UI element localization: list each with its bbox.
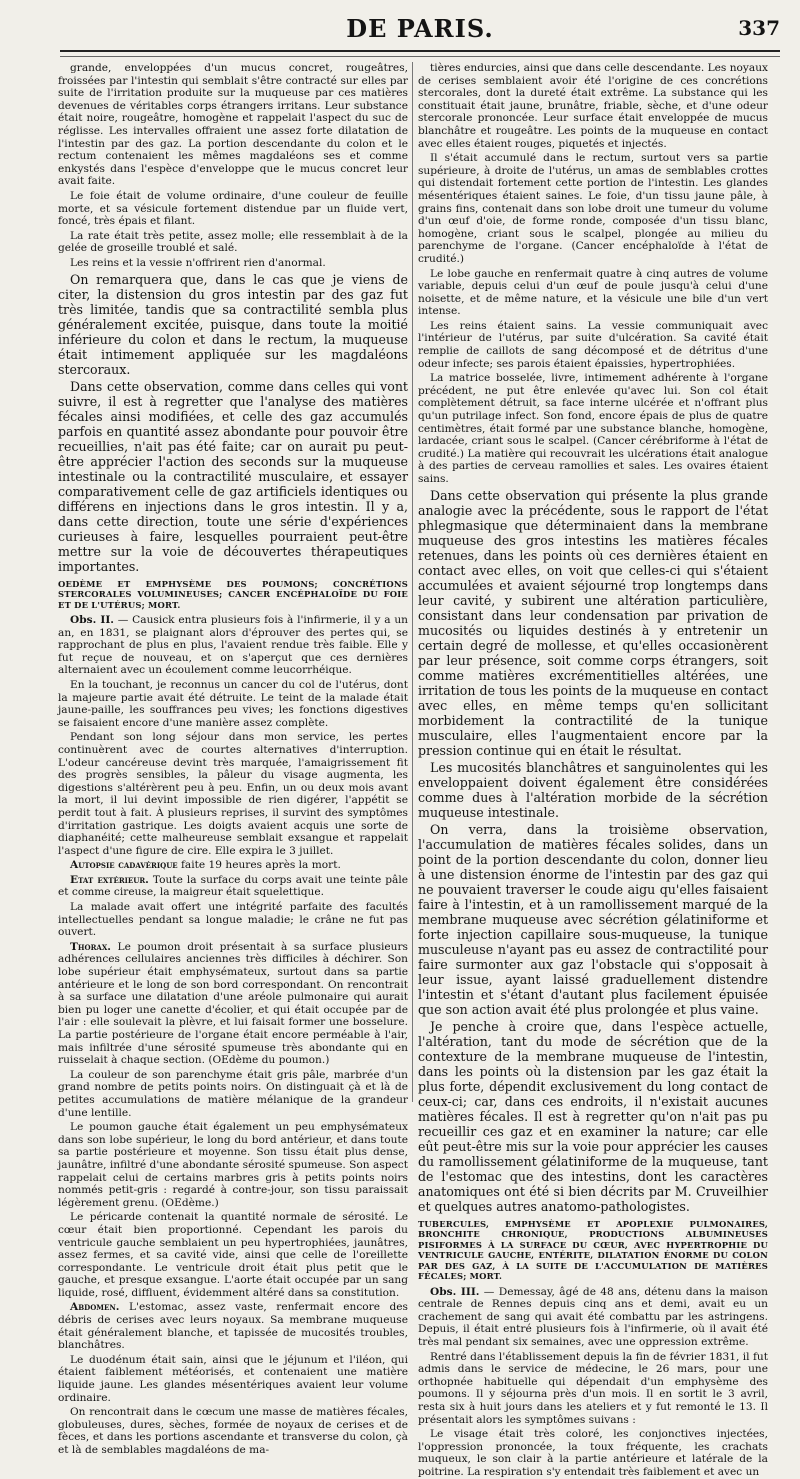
paragraph: La couleur de son parenchyme était gris pâle, marbrée d'un grand nombre de petits points noirs. On distinguait çà et là de petites accumulations de matière mélanique de la grandeur d'une lentille.: [58, 1068, 408, 1119]
paragraph: Le duodénum était sain, ainsi que le jéjunum et l'iléon, qui étaient faiblement météorisés, et contenaient une matière liquide jaune. Les glandes mésentériques avaient leur volume ordinaire.: [58, 1353, 408, 1404]
observation-label: Obs. II.: [70, 614, 114, 626]
header-rule: [60, 56, 780, 57]
abdomen-paragraph: [58, 1301, 408, 1351]
paragraph: Les mucosités blanchâtres et sanguinolentes qui les enveloppaient doivent également être considérées comme dues à l'altération morbide de la sécrétion muqueuse intestinale.: [418, 759, 768, 820]
page-number: 337: [738, 16, 780, 40]
paragraph: Pendant son long séjour dans mon service, les pertes continuèrent avec de courtes alternatives d'interruption. L'odeur cancéreuse devint très marquée, l'amaigrissement fit des progrès sensibles, la pâleur du visage augmenta, les digestions s'altérèrent peu à peu. Enfin, un ou deux mois avant la mort, il lui devint impossible de rien digérer, l'appétit se perdit tout à fait. À plusieurs reprises, il survint des symptômes d'irritation gastrique. Les doigts avaient acquis une sorte de diaphanéité; cette malheureuse semblait exsangue et rappelait l'aspect d'une figure de cire. Elle expira le 3 juillet.: [58, 731, 408, 857]
observation-label: Obs. III.: [430, 1285, 480, 1298]
observation-text: — Demessay, âgé de 48 ans, détenu dans la maison centrale de Rennes depuis cinq ans et demi, avait eu un crachement de sang qui avait été combattu par les astringens. Depuis, il était entré plusieurs fois à l'infirmerie, où il avait été très mal pendant six semaines, avec une oppression extrême.: [418, 1285, 768, 1348]
paragraph: On remarquera que, dans le cas que je viens de citer, la distension du gros intestin par des gaz fut très limitée, tandis que sa contractilité sembla plus généralement excitée, puisque, dans toute la moitié inférieure du colon et dans le rectum, la muqueuse était intimement appliquée sur les magdaléons stercoraux.: [58, 271, 408, 377]
page-title: DE PARIS.: [346, 14, 494, 43]
paragraph: Le visage était très coloré, les conjonctives injectées, l'oppression prononcée, la toux fréquente, les crachats muqueux, le son clair à la partie antérieure et latérale de la poitrine. La respiration s'y entendait très faiblement et avec un: [418, 1428, 768, 1478]
thorax-label: Thorax.: [70, 940, 111, 953]
page-header: [60, 14, 780, 52]
paragraph: Le lobe gauche en renfermait quatre à cinq autres de volume variable, depuis celui d'un œuf de poule jusqu'à celui d'une noisette, et de même nature, et la vésicule une bile d'un vert intense.: [418, 267, 768, 318]
observation-paragraph: [58, 614, 408, 677]
paragraph: La malade avait offert une intégrité parfaite des facultés intellectuelles pendant sa longue maladie; le crâne ne fut pas ouvert.: [58, 901, 408, 939]
paragraph: On verra, dans la troisième observation, l'accumulation de matières fécales solides, dans un point de la portion descendante du colon, donner lieu à une distension énorme de l'intestin par des gaz qui ne pouvaient traverser le coude aigu qu'elles faisaient faire à l'intestin, et à un ramollissement marqué de la membrane muqueuse avec sécrétion gélatiniforme et forte injection capillaire sous-muqueuse, la tunique musculeuse n'ayant pas eu assez de contractilité pour faire surmonter aux gaz l'obstacle qui s'opposait à leur issue, ayant laissé graduellement distendre l'intestin et s'étant d'autant plus facilement épuisée que son action avait été plus prolongée et plus vaine.: [418, 821, 768, 1017]
paragraph: Les reins étaient sains. La vessie communiquait avec l'intérieur de l'utérus, par suite d'ulcération. Sa cavité était remplie de caillots de sang décomposé et de détritus d'une odeur infecte; ses parois étaient épaissies, hypertrophiées.: [418, 319, 768, 370]
thorax-paragraph: [58, 941, 408, 1067]
abdomen-label: Abdomen.: [70, 1301, 120, 1314]
exterior-paragraph: [58, 874, 408, 899]
autopsy-text: faite 19 heures après la mort.: [177, 859, 341, 872]
column-divider: [412, 62, 413, 1102]
exterior-label: Etat extérieur.: [70, 873, 149, 886]
paragraph: Je penche à croire que, dans l'espèce actuelle, l'altération, tant du mode de sécrétion que de la contexture de la membrane muqueuse de l'intestin, dans les points où la distension par les gaz était la plus forte, dépendit exclusivement du long contact de ceux-ci; car, dans ces endroits, il n'existait aucunes matières fécales. Il est à regretter qu'on n'ait pas pu recueillir ces gaz et en examiner la nature; car elle eût peut-être mis sur la voie pour apprécier les causes du ramollissement gélatiniforme de la muqueuse, tant de l'estomac que des intestins, dont les caractères anatomiques ont été si bien décrits par M. Cruveilhier et quelques autres anatomo-pathologistes.: [418, 1018, 768, 1214]
paragraph: La rate était très petite, assez molle; elle ressemblait à de la gelée de groseille troublé et salé.: [58, 229, 408, 255]
right-column: [418, 62, 768, 1478]
section-heading: TUBERCULES, EMPHYSÈME ET APOPLEXIE PULMONAIRES, BRONCHITE CHRONIQUE, PRODUCTIONS ALBUMINEUSES PISIFORMES À LA SURFACE DU CŒUR, AVEC HYPERTROPHIE DU VENTRICULE GAUCHE, ENTÉRITE, DILATATION ÉNORME DU COLON PAR DES GAZ, À LA SUITE DE L'ACCUMULATION DE MATIÈRES FÉCALES; MORT.: [418, 1218, 768, 1282]
abdomen-text: L'estomac, assez vaste, renfermait encore des débris de cerises avec leurs noyaux. Sa membrane muqueuse était généralement blanche, et tapissée de mucosités troubles, blanchâtres.: [58, 1301, 408, 1352]
paragraph: Le poumon gauche était également un peu emphysémateux dans son lobe supérieur, le long du bord antérieur, et dans toute sa partie postérieure et moyenne. Son tissu était plus dense, jaunâtre, infiltré d'une abondante sérosité spumeuse. Son aspect rappelait celui de certains marbres gris à petits points noirs nommés petit-gris : regardé à contre-jour, son tissu paraissait légèrement grenu. (OEdème.): [58, 1121, 408, 1209]
paragraph: grande, enveloppées d'un mucus concret, rougeâtres, froissées par l'intestin qui semblait s'être contracté sur elles par suite de l'irritation produite sur la muqueuse par ces matières devenues de véritables corps étrangers irritans. Leur substance était noire, rougeâtre, homogène et rappelait l'aspect du suc de réglisse. Les intervalles offraient une assez forte dilatation de l'intestin par des gaz. La portion descendante du colon et le rectum contenaient les mêmes magdaléons ses et comme enkystés dans l'espèce d'enveloppe que le mucus concret leur avait faite.: [58, 62, 408, 188]
paragraph: Le foie était de volume ordinaire, d'une couleur de feuille morte, et sa vésicule fortement distendue par un fluide vert, foncé, très épais et filant.: [58, 189, 408, 228]
section-heading: OEDÈME ET EMPHYSÈME DES POUMONS; CONCRÉTIONS STERCORALES VOLUMINEUSES; CANCER ENCÉPHALOÏDE DU FOIE ET DE L'UTÉRUS; MORT.: [58, 578, 408, 610]
thorax-text: Le poumon droit présentait à sa surface plusieurs adhérences cellulaires anciennes très difficiles à déchirer. Son lobe supérieur était emphysémateux, surtout dans sa partie antérieure et le long de son bord correspondant. On rencontrait à sa surface une dilatation d'une aréole pulmonaire qui aurait bien pu loger une canette d'écolier, et qui était occupée par de l'air : elle soulevait la plèvre, et lui faisait former une bosselure. La partie postérieure de l'organe était encore perméable à l'air, mais infiltrée d'une sérosité spumeuse très abondante qui en ruisselait à chaque section. (OEdème du poumon.): [58, 940, 408, 1067]
paragraph: En la touchant, je reconnus un cancer du col de l'utérus, dont la majeure partie avait été détruite. Le teint de la malade était jaune-paille, les souffrances peu vives; les fonctions digestives se faisaient encore d'une manière assez complète.: [58, 678, 408, 729]
paragraph: Dans cette observation, comme dans celles qui vont suivre, il est à regretter que l'analyse des matières fécales ainsi modifiées, et celle des gaz accumulés parfois en quantité assez abondante pour pouvoir être recueillies, n'ait pas été faite; car on aurait pu peut-être apprécier l'action des seconds sur la muqueuse intestinale ou la contractilité musculaire, et essayer comparativement celle de gaz artificiels identiques ou différens en injections dans le gros intestin. Il y a, dans cette direction, toute une série d'expériences curieuses à faire, lesquelles pourraient peut-être mettre sur la voie de découvertes thérapeutiques importantes.: [58, 378, 408, 574]
paragraph: Dans cette observation qui présente la plus grande analogie avec la précédente, sous le rapport de l'état phlegmasique que déterminaient dans la membrane muqueuse des gros intestins les matières fécales retenues, dans les points où ces dernières étaient en contact avec elles, on voit que celles-ci qui s'étaient accumulées et avaient séjourné trop longtemps dans leur cavité, y subirent une altération particulière, consistant dans leur condensation par privation de mucosités ou liquides destinés à y entretenir un certain degré de mollesse, et qu'elles occasionèrent par leur présence, soit comme corps étrangers, soit comme matières excrémentitielles altérées, une irritation de tous les points de la muqueuse en contact avec elles, en même temps qu'en sollicitant morbidement la contractilité de la tunique musculaire, elles l'augmentaient encore par la pression continue qui en était le résultat.: [418, 487, 768, 758]
exterior-text: Toute la surface du corps avait une teinte pâle et comme cireuse, la maigreur était squelettique.: [58, 873, 409, 899]
paragraph: On rencontrait dans le cœcum une masse de matières fécales, globuleuses, dures, sèches, formée de noyaux de cerises et de fèces, et dans les portions ascendante et transverse du colon, çà et là de semblables magdaléons de ma-: [58, 1406, 408, 1456]
paragraph: Il s'était accumulé dans le rectum, surtout vers sa partie supérieure, à droite de l'utérus, un amas de semblables crottes qui distendait fortement cette portion de l'intestin. Les glandes mésentériques étaient saines. Le foie, d'un tissu jaune pâle, à grains fins, contenait dans son lobe droit une tumeur du volume d'un œuf d'oie, de forme ronde, composée d'un tissu blanc, homogène, criant sous le scalpel, plongée au milieu du parenchyme de l'organe. (Cancer encéphaloïde à l'état de crudité.): [418, 152, 768, 265]
observation-text: — Causick entra plusieurs fois à l'infirmerie, il y a un an, en 1831, se plaignant alors d'éprouver des pertes qui, se rapprochant de plus en plus, l'avaient rendue très faible. Elle y fut reçue de nouveau, et on s'aperçut que ces dernières alternaient avec un écoulement comme leucorrhéique.: [58, 614, 409, 677]
paragraph: Les reins et la vessie n'offrirent rien d'anormal.: [70, 256, 326, 269]
paragraph: Le péricarde contenait la quantité normale de sérosité. Le cœur était bien proportionné. Cependant les parois du ventricule gauche semblaient un peu hypertrophiées, jaunâtres, assez fermes, et sa cavité vide, ainsi que celle de l'oreillette correspondante. Le ventricule droit était plus petit que le gauche, et presque exsangue. L'aorte était occupée par un sang liquide, rosé, diffluent, évidemment altéré dans sa constitution.: [58, 1211, 408, 1299]
paragraph: tières endurcies, ainsi que dans celle descendante. Les noyaux de cerises semblaient avoir été l'origine de ces concrétions stercorales, dont la dureté était extrême. La substance qui les constituait était jaune, brunâtre, friable, sèche, et d'une odeur stercorale prononcée. Leur surface était enveloppée de mucus blanchâtre et rougeâtre. Les points de la muqueuse en contact avec elles étaient rouges, piquetés et injectés.: [418, 62, 768, 150]
autopsy-paragraph: [58, 859, 408, 872]
left-column: [58, 62, 409, 1456]
autopsy-label: Autopsie cadavérique: [70, 859, 178, 872]
paragraph: Rentré dans l'établissement depuis la fin de février 1831, il fut admis dans le service de médecine, le 26 mars, pour une orthopnée habituelle qui dépendait d'un emphysème des poumons. Il y séjourna près d'un mois. Il en sortit le 3 avril, resta six à huit jours dans les ateliers et y fut remonté le 13. Il présentait alors les symptômes suivans :: [418, 1350, 768, 1426]
paragraph: La matrice bosselée, livre, intimement adhérente à l'organe précédent, ne put être enlevée qu'avec lui. Son col était complètement détruit, sa face interne ulcérée et n'offrant plus qu'un putrilage infect. Son fond, encore épais de plus de quatre centimètres, était formé par une substance blanche, homogène, lardacée, criant sous le scalpel. (Cancer cérébriforme à l'état de crudité.) La matière qui recouvrait les ulcérations était analogue à des parties de cerveau ramollies et sales. Les ovaires étaient sains.: [418, 372, 768, 485]
observation-paragraph: [418, 1286, 768, 1349]
